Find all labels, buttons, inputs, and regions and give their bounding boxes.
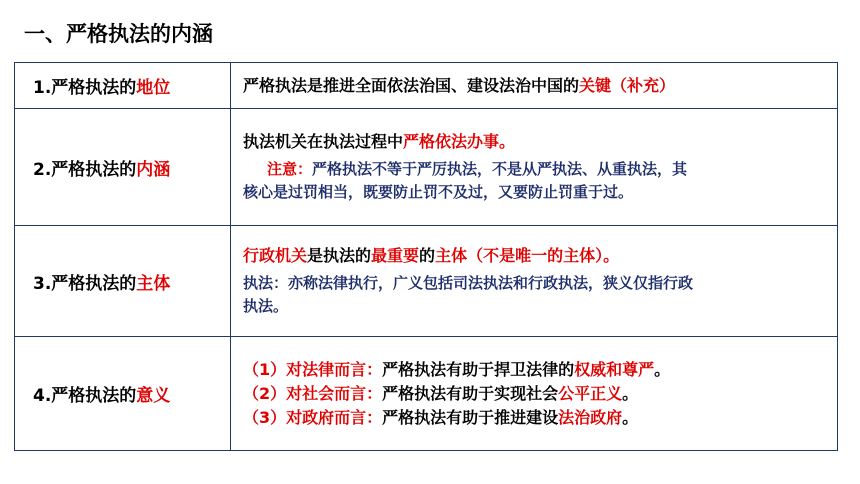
label-key: 主体	[136, 273, 171, 294]
item-label: （1）对法律而言：	[243, 359, 383, 379]
item-highlight: 公平正义	[558, 383, 623, 403]
content-highlight: 严格依法办事。	[403, 132, 516, 151]
content-text: 严格执法是推进全面依法治国、建设法治中国的	[243, 75, 580, 95]
content-table	[14, 62, 838, 451]
content-highlight: 关键（补充）	[579, 75, 676, 95]
table-row	[15, 226, 838, 337]
row-label	[15, 109, 231, 226]
table-row	[15, 337, 838, 451]
item-tail: 。	[654, 359, 671, 379]
content-highlight: 最重要	[371, 246, 420, 265]
note-label: 注意：	[267, 160, 313, 178]
list-item	[243, 382, 825, 406]
label-prefix: 3.严格执法的	[33, 273, 137, 294]
row-label	[15, 226, 231, 337]
item-text: 严格执法有助于实现社会	[382, 383, 559, 403]
label-prefix: 2.严格执法的	[33, 159, 137, 180]
item-text: 严格执法有助于捍卫法律的	[382, 359, 575, 379]
note-text: 严格执法不等于严厉执法，不是从严执法、从重执法，其	[312, 160, 688, 178]
content-text: 是执法的	[307, 246, 372, 265]
item-highlight: 权威和尊严	[574, 359, 655, 379]
content-text: 执法机关在执法过程中	[243, 132, 404, 151]
row-content	[231, 109, 838, 226]
label-prefix: 4.严格执法的	[33, 386, 137, 406]
content-highlight: 行政机关	[243, 246, 308, 265]
page-title: 一、严格执法的内涵	[24, 22, 213, 46]
sub-text-continued: 执法。	[243, 297, 289, 315]
content-text: 的	[419, 246, 436, 265]
row-content	[231, 337, 838, 451]
row-content	[231, 226, 838, 337]
list-item	[243, 358, 825, 382]
row-label	[15, 337, 231, 451]
item-text: 严格执法有助于推进建设	[382, 407, 559, 427]
note-text-continued: 核心是过罚相当，既要防止罚不及过，又要防止罚重于过。	[243, 183, 634, 201]
item-highlight: 法治政府	[558, 407, 623, 427]
item-label: （3）对政府而言：	[243, 407, 383, 427]
label-key: 地位	[136, 78, 171, 98]
row-label	[15, 63, 231, 109]
row-content	[231, 63, 838, 109]
sub-text: 执法：亦称法律执行，广义包括司法执法和行政执法，狭义仅指行政	[243, 274, 694, 292]
content-highlight: 主体（不是唯一的主体）。	[435, 246, 620, 265]
item-label: （2）对社会而言：	[243, 383, 383, 403]
label-key: 意义	[136, 386, 171, 406]
table-row	[15, 109, 838, 226]
table-row	[15, 63, 838, 109]
item-tail: 。	[622, 407, 639, 427]
item-tail: 。	[622, 383, 639, 403]
label-key: 内涵	[136, 159, 171, 180]
list-item	[243, 406, 825, 430]
label-prefix: 1.严格执法的	[33, 78, 137, 98]
